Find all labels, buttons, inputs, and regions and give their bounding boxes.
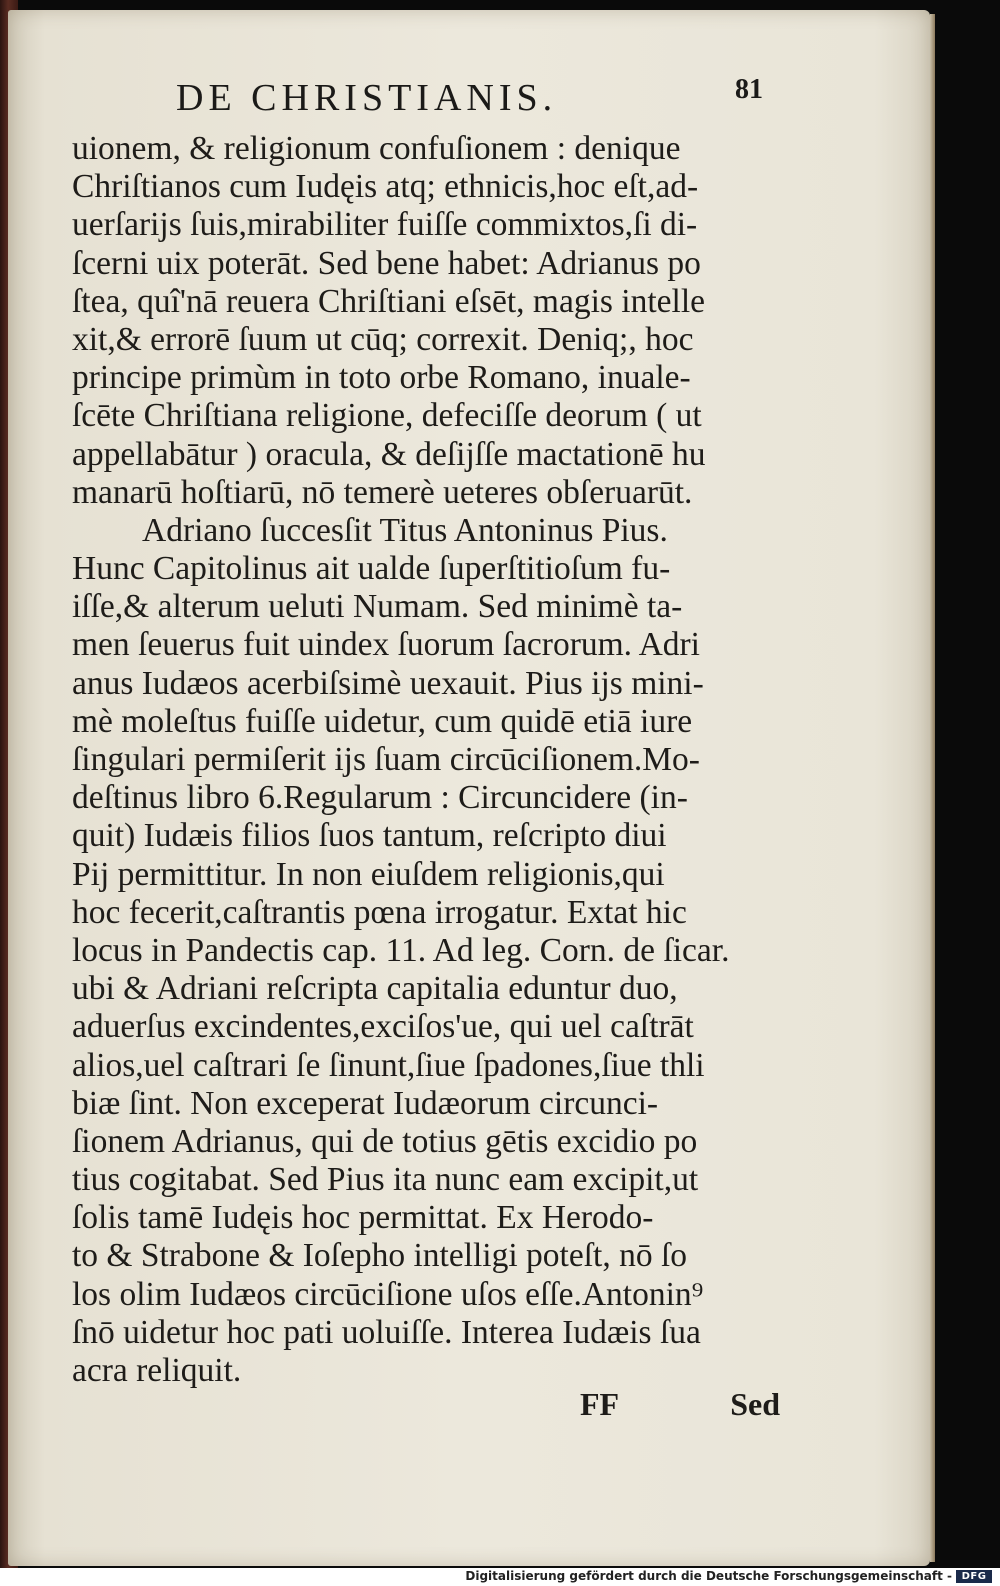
text-line: ſtea, quî'nā reuera Chriſtiani eſsēt, magis intelle bbox=[72, 282, 706, 320]
text-block bbox=[72, 130, 792, 1390]
text-line: iſſe,& alterum ueluti Numam. Sed minimè ta- bbox=[72, 588, 683, 626]
dfg-logo: DFG bbox=[956, 1570, 992, 1583]
text-line: los olim Iudæos circūciſione uſos eſſe.Antonin⁹ bbox=[72, 1275, 704, 1313]
text-line: ſnō uidetur hoc pati uoluiſſe. Interea Iudæis ſua bbox=[72, 1313, 701, 1351]
text-line: biæ ſint. Non exceperat Iudæorum circunci- bbox=[72, 1084, 659, 1122]
catchword: Sed bbox=[730, 1386, 780, 1422]
text-line: Chriſtianos cum Iudęis atq; ethnicis,hoc eſt,ad- bbox=[72, 168, 699, 206]
text-line: ſingulari permiſerit ijs ſuam circūciſionem.Mo- bbox=[72, 741, 700, 778]
text-line: quit) Iudæis filios ſuos tantum, reſcripto diui bbox=[72, 817, 667, 855]
footer-bar bbox=[0, 1568, 1000, 1586]
text-line: alios,uel caſtrari ſe ſinunt,ſiue ſpadones,ſiue thli bbox=[72, 1046, 705, 1084]
page-number: 81 bbox=[735, 74, 763, 105]
text-line: Adriano ſuccesſit Titus Antoninus Pius. bbox=[142, 511, 668, 549]
text-line: to & Strabone & Ioſepho intelligi poteſt, nō ſo bbox=[72, 1237, 688, 1275]
text-line: ſionem Adrianus, qui de totius gētis excidio po bbox=[72, 1122, 698, 1160]
page-edge bbox=[930, 14, 935, 1562]
text-line: ſolis tamē Iudęis hoc permittat. Ex Herodo- bbox=[72, 1199, 654, 1237]
text-line: appellabātur ) oracula, & deſijſſe mactationē hu bbox=[72, 435, 706, 473]
text-line: tius cogitabat. Sed Pius ita nunc eam excipit,ut bbox=[72, 1161, 699, 1199]
text-line: mè moleſtus fuiſſe uidetur, cum quidē etiā iure bbox=[72, 702, 693, 740]
text-line: xit,& errorē ſuum ut cūq; correxit. Deniq;, hoc bbox=[72, 320, 694, 358]
text-line: Pij permittitur. In non eiuſdem religionis,qui bbox=[72, 855, 665, 893]
text-line: manarū hoſtiarū, nō temerè ueteres obſeruarūt. bbox=[72, 473, 693, 511]
text-line: ubi & Adriani reſcripta capitalia eduntur duo, bbox=[72, 970, 678, 1008]
text-line: locus in Pandectis cap. 11. Ad leg. Corn. de ſicar. bbox=[72, 931, 730, 969]
text-line: uionem, & religionum confuſionem : denique bbox=[72, 130, 681, 167]
text-line: ſcēte Chriſtiana religione, defeciſſe deorum ( ut bbox=[72, 397, 702, 435]
text-line: acra reliquit. bbox=[72, 1352, 242, 1389]
text-line: men ſeuerus fuit uindex ſuorum ſacrorum. Adri bbox=[72, 626, 700, 664]
text-line: uerſarijs ſuis,mirabiliter fuiſſe commixtos,ſi di- bbox=[72, 206, 698, 244]
text-line: aduerſus excindentes,exciſos'ue, qui uel caſtrāt bbox=[72, 1008, 694, 1046]
signature-mark: FF bbox=[580, 1386, 620, 1422]
text-line: principe primùm in toto orbe Romano, inuale- bbox=[72, 359, 691, 397]
running-head: DE CHRISTIANIS. bbox=[176, 77, 558, 119]
text-line: deſtinus libro 6.Regularum : Circuncidere (in- bbox=[72, 779, 688, 817]
footer-credit: Digitalisierung gefördert durch die Deutsche Forschungsgemeinschaft - bbox=[465, 1569, 952, 1583]
text-line: ſcerni uix poterāt. Sed bene habet: Adrianus po bbox=[72, 244, 701, 282]
text-line: anus Iudæos acerbiſsimè uexauit. Pius ijs mini- bbox=[72, 664, 704, 702]
text-line: Hunc Capitolinus ait ualde ſuperſtitioſum fu- bbox=[72, 550, 671, 588]
catchword-row bbox=[580, 1386, 780, 1426]
text-line: hoc fecerit,caſtrantis pœna irrogatur. Extat hic bbox=[72, 893, 687, 931]
